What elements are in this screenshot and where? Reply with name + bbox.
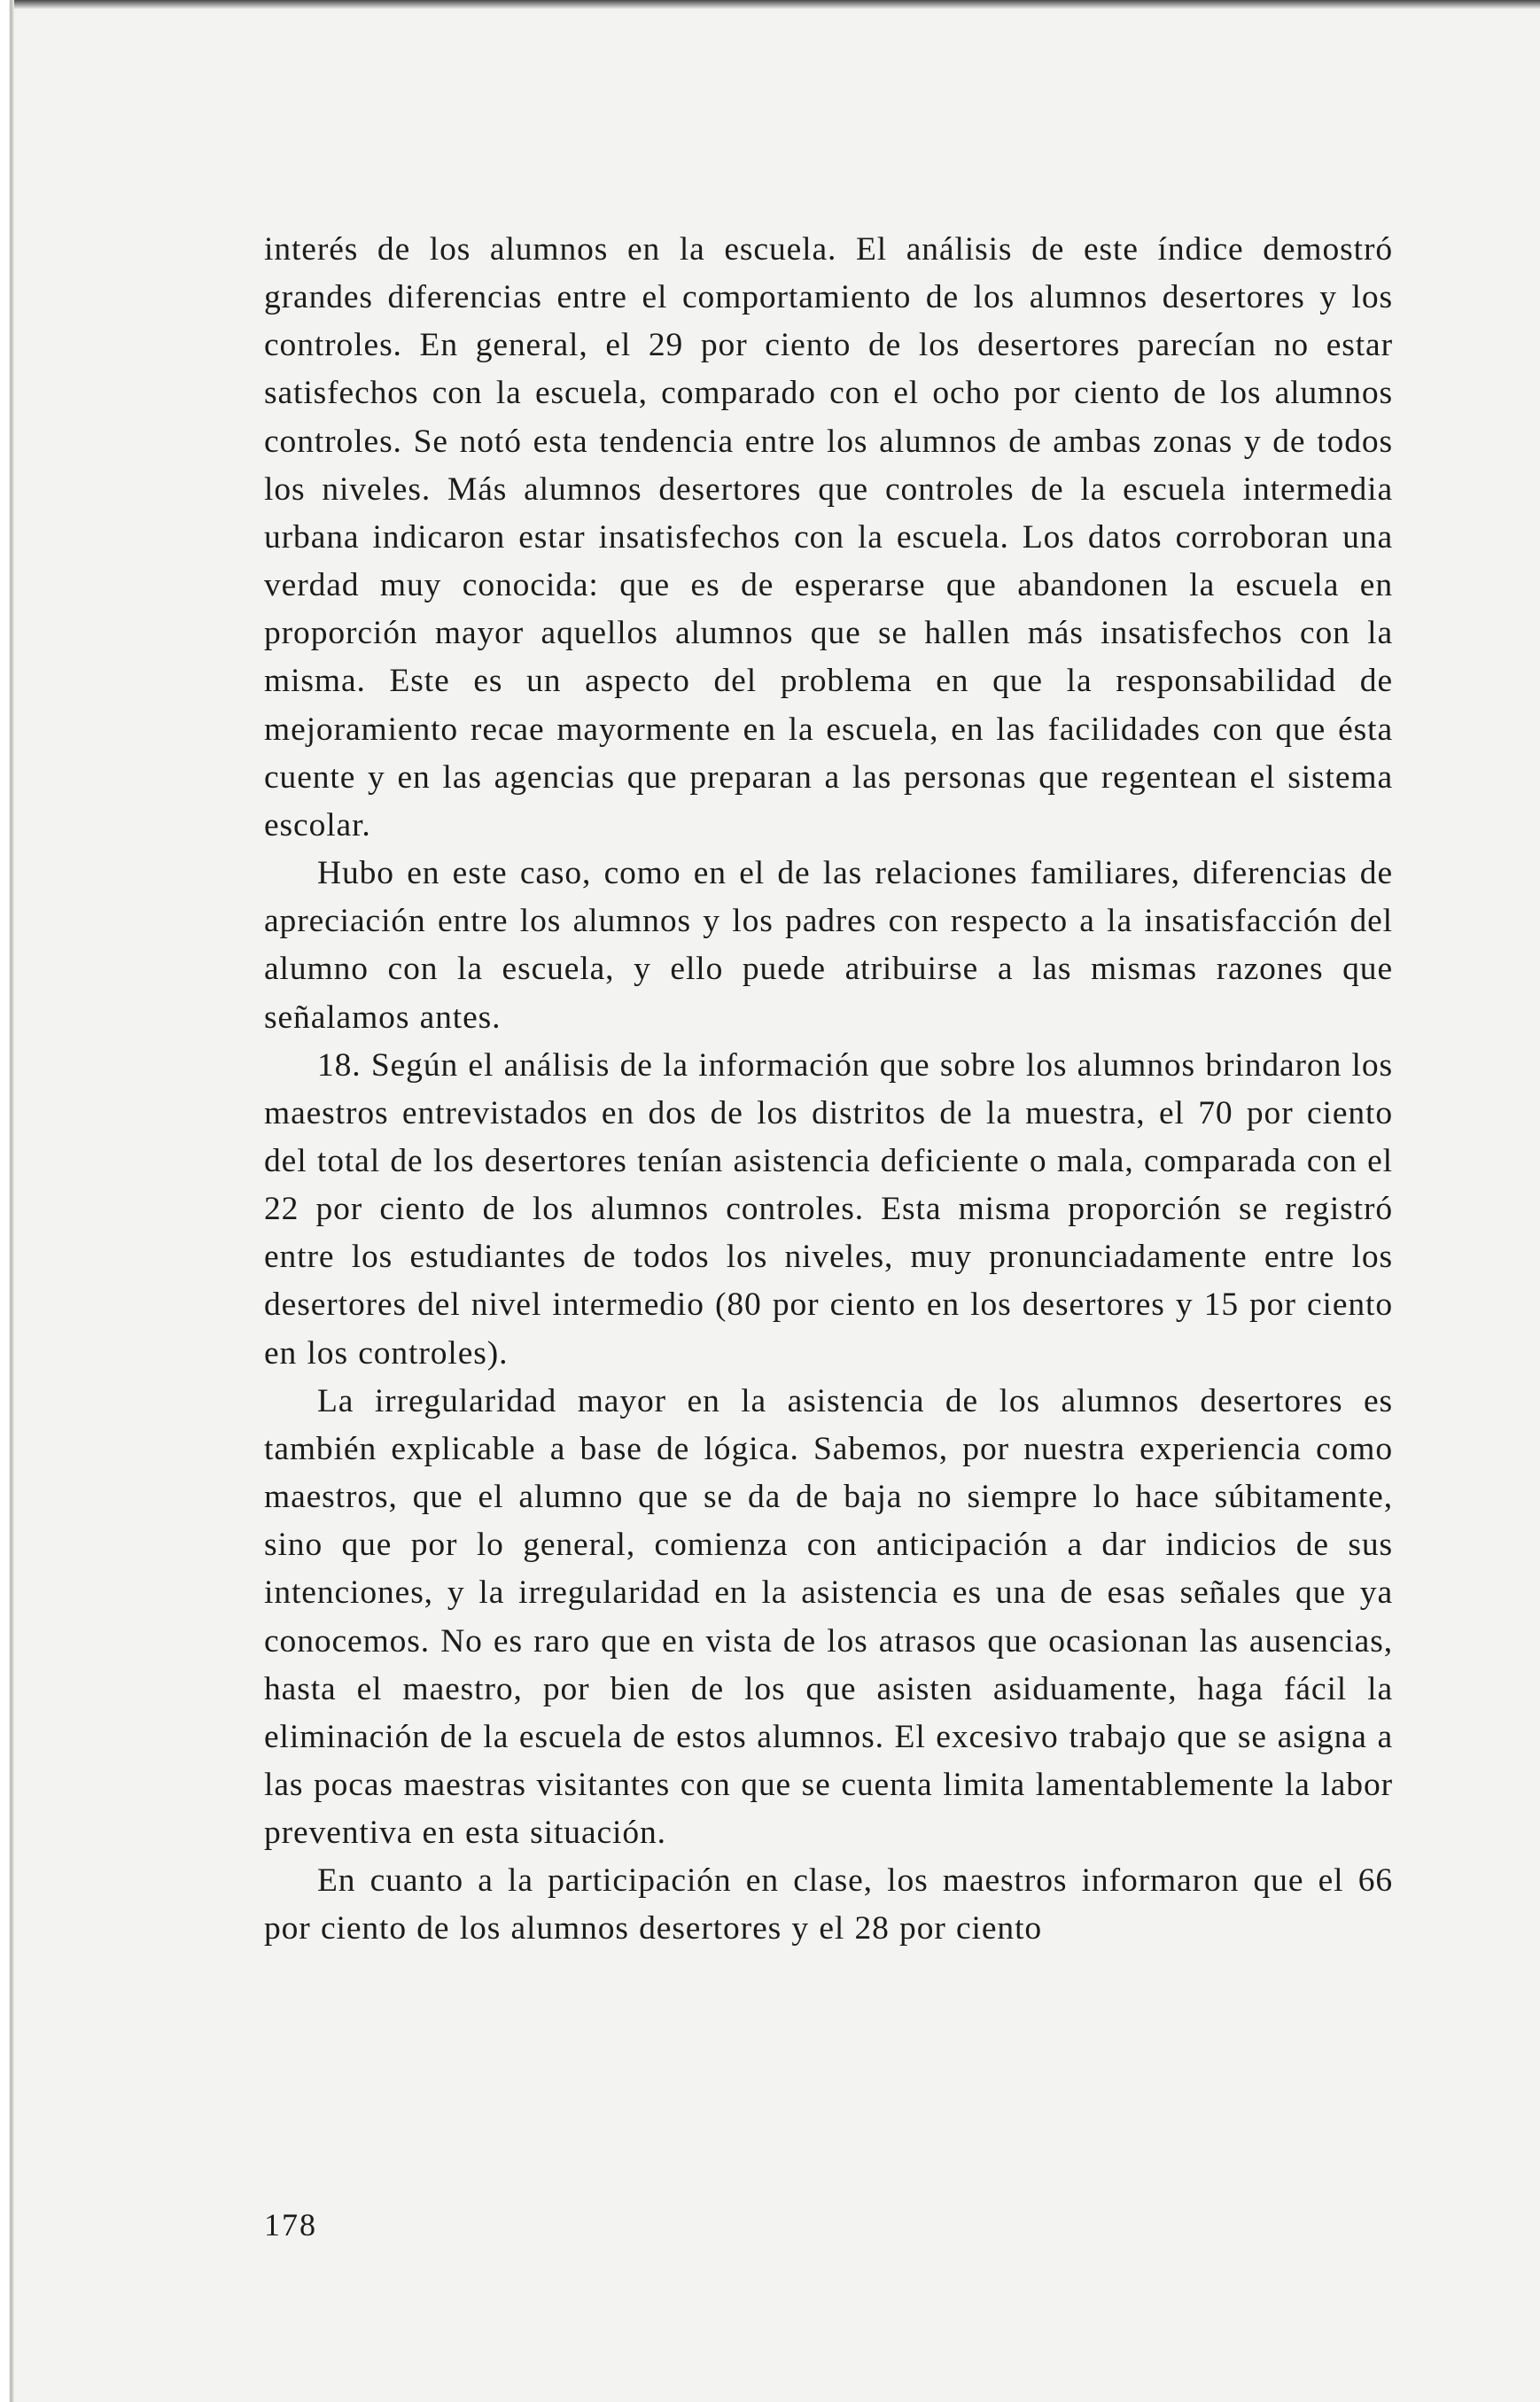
scan-top-edge bbox=[9, 0, 1540, 9]
paragraph-2: Hubo en este caso, como en el de las relaciones familiares, diferencias de apreciación entre los alumnos y los padres con respecto a la insatisfacción del alumno con la escuela, y ello puede atribuirse a las mismas razones que señalamos antes. bbox=[264, 855, 1393, 1036]
paragraph-3: 18. Según el análisis de la información que sobre los alumnos brindaron los maestros entrevistados en dos de los distritos de la muestra, el 70 por ciento del total de los desertores tenían asistencia deficiente o mala, comparada con el 22 por ciento de los alumnos controles. Esta misma proporción se registró entre los estudiantes de todos los niveles, muy pronunciadamente entre los desertores del nivel intermedio (80 por ciento en los desertores y 15 por ciento en los controles). bbox=[264, 1046, 1393, 1372]
scan-left-edge bbox=[0, 0, 14, 2402]
paragraph-1: interés de los alumnos en la escuela. El análisis de este índice demostró grandes diferencias entre el comportamiento de los alumnos desertores y los controles. En general, el 29 por ciento de los desertores parecían no estar satisfechos con la escuela, comparado con el ocho por ciento de los alumnos controles. Se notó esta tendencia entre los alumnos de ambas zonas y de todos los niveles. Más alumnos desertores que controles de la escuela intermedia urbana indicaron estar insatisfechos con la escuela. Los datos corroboran una verdad muy conocida: que es de esperarse que abandonen la escuela en proporción mayor aquellos alumnos que se hallen más insatisfechos con la misma. Este es un aspecto del problema en que la responsabilidad de mejoramiento recae mayormente en la escuela, en las facilidades con que ésta cuente y en las agencias que preparan a las personas que regentean el sistema escolar. bbox=[264, 231, 1393, 843]
page-body bbox=[264, 226, 1393, 1954]
page-number: 178 bbox=[264, 2207, 317, 2243]
paragraph-5: En cuanto a la participación en clase, los maestros informaron que el 66 por ciento de los alumnos desertores y el 28 por ciento bbox=[264, 1862, 1393, 1947]
paragraph-4: La irregularidad mayor en la asistencia de los alumnos desertores es también explicable a base de lógica. Sabemos, por nuestra experiencia como maestros, que el alumno que se da de baja no siempre lo hace súbitamente, sino que por lo general, comienza con anticipación a dar indicios de sus intenciones, y la irregularidad en la asistencia es una de esas señales que ya conocemos. No es raro que en vista de los atrasos que ocasionan las ausencias, hasta el maestro, por bien de los que asisten asiduamente, haga fácil la eliminación de la escuela de estos alumnos. El excesivo trabajo que se asigna a las pocas maestras visitantes con que se cuenta limita lamentablemente la labor preventiva en esta situación. bbox=[264, 1382, 1393, 1852]
